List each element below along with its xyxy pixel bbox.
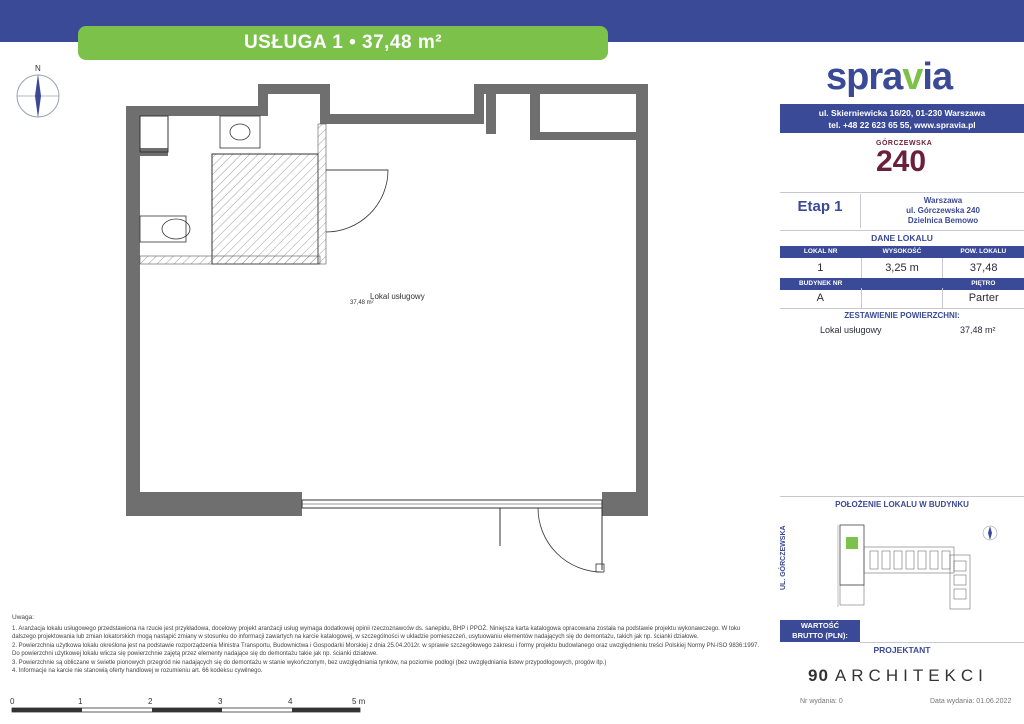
scale-tick-label: 3	[218, 697, 223, 706]
projektant-title: PROJEKTANT	[873, 645, 931, 655]
room-area: 37,48 m²	[350, 300, 374, 306]
nr-wydania: Nr wydania: 0	[800, 698, 843, 705]
scale-tick-label: 1	[78, 697, 83, 706]
compass-icon	[14, 62, 64, 120]
dane-header-row-2: BUDYNEK NR PIĘTRO	[780, 278, 1024, 290]
scale-tick-label: 2	[148, 697, 153, 706]
scale-bar	[10, 694, 370, 718]
floor-plan	[120, 80, 660, 590]
polozenie-title: POŁOŻENIE LOKALU W BUDYNKU	[835, 500, 969, 509]
dane-value-row-1: 1 3,25 m 37,48	[780, 258, 1024, 278]
note-item: 4. Informacje na karcie nie stanowią oferty handlowej w rozumieniu art. 66 kodeksu cywilnego.	[12, 668, 263, 674]
notes-title: Uwaga:	[12, 614, 35, 621]
site-plan	[800, 515, 1020, 615]
dane-value-row-2: A Parter	[780, 288, 1024, 308]
scale-tick-label: 0	[10, 697, 15, 706]
note-item: 3. Powierzchnie są obliczane w świetle pionowych przegród nie nadających się do demontażu w stanie wykończonym, bez uwzględniania tynków, na poziomie podłogi (bez uwzględniania listew przypodłogowych, progów itp.)	[12, 659, 607, 666]
etap-label: Etap 1	[797, 198, 843, 215]
note-item: 1. Aranżacja lokalu usługowego przedstawiona na rzucie jest przykładowa, docelowy projekt aranżacji usług wymaga dodatkowej opinii rzeczoznawców ds. sanepidu, BHP i PPOŻ. Niniejsza karta katalogowa opracowana została na podstawie projektu wykonawczego. W toku dalszego projektowania lub zmian lokatorskich mogą nastąpić zmiany w stosunku do informacji zawartych na karcie katalogowej, w szczególności w układzie pomieszczeń, usytuowaniu elementów nadających się do demontażu, takich jak np. ścianki działowe.	[12, 625, 741, 640]
project-logo: GÓRCZEWSKA 240	[876, 140, 933, 178]
architect-logo: 90 ARCHITEKCI	[808, 666, 988, 685]
scale-tick-label: 5 m	[352, 697, 366, 706]
notes	[12, 614, 762, 676]
dane-header-row-1: LOKAL NR WYSOKOŚĆ POW. LOKALU	[780, 246, 1024, 258]
data-wydania: Data wydania: 01.06.2022	[930, 698, 1012, 705]
wartosc-brutto-label: WARTOŚĆ BRUTTO (PLN):	[780, 620, 860, 642]
dane-lokalu-title: DANE LOKALU	[871, 233, 933, 243]
room-label: Lokal usługowy	[370, 292, 425, 301]
zestawienie-title: ZESTAWIENIE POWIERZCHNI:	[844, 311, 960, 320]
brand-logo: spravia	[826, 56, 953, 98]
compass-north-label: N	[35, 64, 41, 73]
location: Warszawa ul. Górczewska 240 Dzielnica Bemowo	[906, 196, 980, 225]
unit-title: USŁUGA 1 • 37,48 m²	[78, 26, 608, 60]
note-item: 2. Powierzchnia użytkowa lokalu określona jest na podstawie rozporządzenia Ministra Transportu, Budownictwa i Gospodarki Morskiej z dnia 25.04.2012r. w sprawie szczegółowego zakresu i formy projektu budowlanego oraz uwzględnieniu treści Polskiej Normy PN-ISO 9836:1997. Do powierzchni użytkowej lokalu wlicza się powierzchnie zajętą przez elementy nadające się do demontażu takie jak np. ścianki działowe.	[12, 642, 760, 657]
zestawienie-value: 37,48 m²	[960, 325, 996, 335]
developer-address: ul. Skierniewicka 16/20, 01-230 Warszawa tel. +48 22 623 65 55, www.spravia.pl	[780, 104, 1024, 133]
wartosc-brutto-value	[860, 620, 1024, 643]
scale-tick-label: 4	[288, 697, 293, 706]
zestawienie-name: Lokal usługowy	[820, 325, 882, 335]
street-label: UL. GÓRCZEWSKA	[780, 525, 787, 590]
